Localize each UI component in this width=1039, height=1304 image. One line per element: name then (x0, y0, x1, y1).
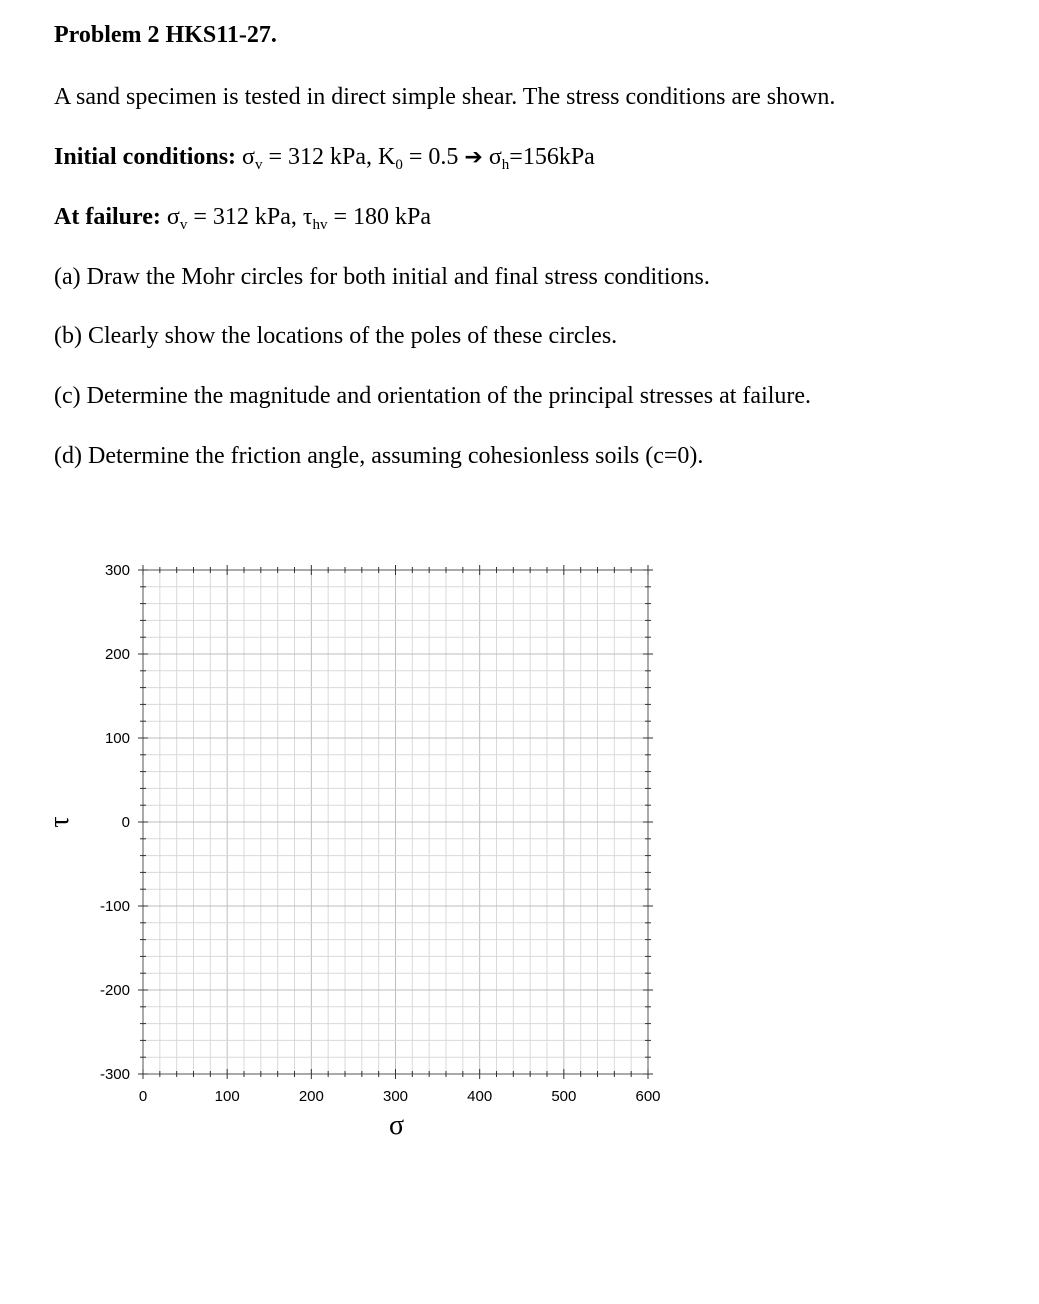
question-a: (a) Draw the Mohr circles for both initial and final stress conditions. (54, 264, 710, 290)
x-tick-label: 400 (467, 1088, 493, 1105)
failure-sigma-value: = 312 kPa, τ (187, 204, 313, 230)
sigma-h-sub: h (501, 157, 510, 173)
y-axis-label: τ (44, 816, 75, 828)
y-tick-label: 100 (104, 730, 130, 747)
x-tick-label: 0 (138, 1088, 148, 1105)
x-tick-label: 100 (214, 1088, 240, 1105)
right-arrow-icon: ➔ (464, 145, 483, 170)
k0-value: = 0.5 (402, 144, 465, 170)
question-b: (b) Clearly show the locations of the poles of these circles. (54, 323, 618, 349)
x-tick-label: 200 (298, 1088, 324, 1105)
y-tick-label: -200 (99, 982, 130, 999)
initial-sigma-sub: v (254, 157, 263, 173)
sigma-h-symbol: σ (482, 144, 502, 170)
y-tick-label: 300 (104, 562, 130, 579)
x-tick-label: 300 (382, 1088, 409, 1105)
failure-sigma-sub: v (179, 217, 188, 233)
k0-sub: 0 (395, 157, 403, 173)
question-d: (d) Determine the friction angle, assuming cohesionless soils (c=0). (54, 443, 704, 469)
x-tick-label: 600 (635, 1088, 661, 1105)
failure-sigma-symbol: σ (166, 204, 180, 230)
tau-hv-sub: hv (312, 217, 328, 233)
failure-conditions-label: At failure: (54, 204, 161, 230)
initial-sigma-value: = 312 kPa, K (262, 144, 396, 170)
y-tick-label: 0 (121, 814, 130, 831)
tau-hv-value: = 180 kPa (327, 204, 432, 230)
question-c: (c) Determine the magnitude and orientation of the principal stresses at failure. (54, 383, 812, 409)
y-tick-label: -300 (99, 1066, 130, 1083)
problem-statement: A sand specimen is tested in direct simple shear. The stress conditions are shown. (54, 84, 836, 110)
x-axis-label: σ (388, 1110, 405, 1141)
initial-sigma-symbol: σ (242, 144, 255, 170)
problem-title: Problem 2 HKS11-27. (54, 22, 277, 48)
sigma-h-value: =156kPa (509, 144, 595, 170)
x-tick-label: 500 (551, 1088, 577, 1105)
y-tick-label: -100 (99, 898, 130, 915)
y-tick-label: 200 (104, 646, 130, 663)
initial-conditions-label: Initial conditions: (54, 144, 237, 170)
